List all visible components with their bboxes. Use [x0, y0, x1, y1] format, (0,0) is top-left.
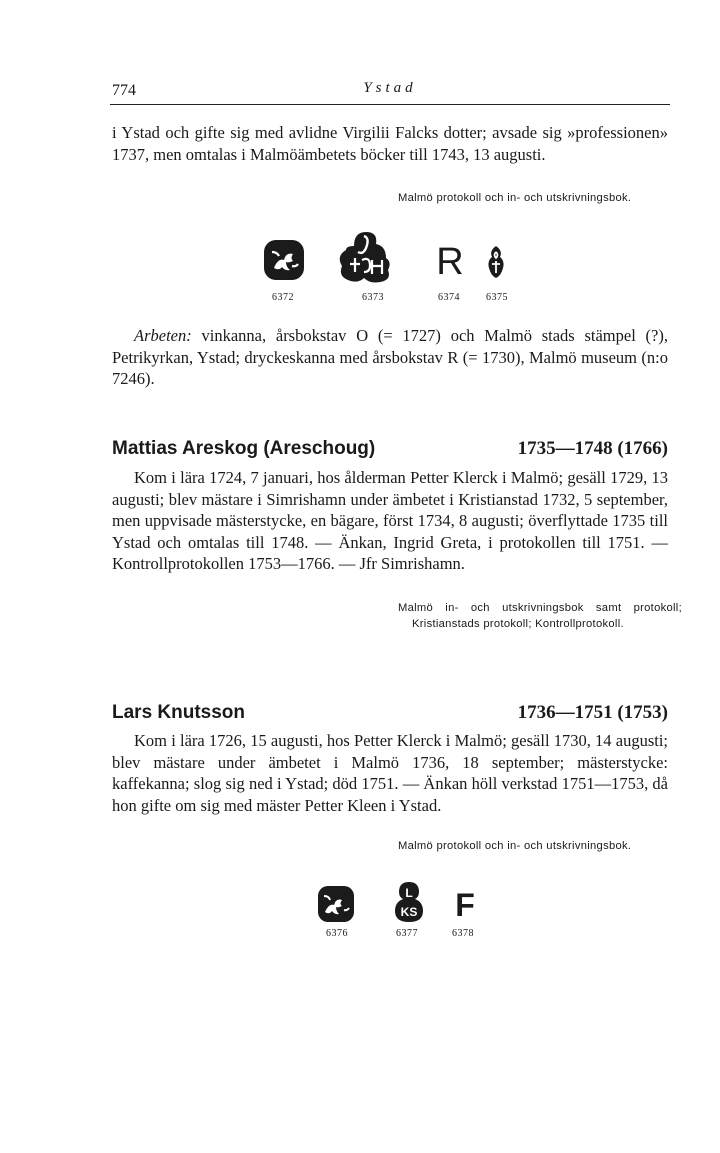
works-paragraph: [112, 325, 668, 390]
mark-6378: [452, 886, 478, 920]
entry-source: Malmö in- och utskrivningsbok samt protokoll; Kristianstads protokoll; Kontrollprotokoll.: [398, 602, 682, 630]
page-number: 774: [112, 82, 136, 99]
svg-text:KS: KS: [400, 905, 418, 919]
entry-heading: [112, 438, 668, 464]
city-stamp-icon: [484, 244, 508, 280]
entry-source: Malmö protokoll och in- och utskrivningsbok.: [398, 840, 632, 852]
mark-6376: [316, 884, 356, 924]
letter-f-stamp-icon: [452, 886, 478, 920]
mark-6377: [392, 880, 426, 924]
monogram-stamp-icon: [338, 228, 390, 284]
works-label: Arbeten:: [134, 326, 192, 345]
entry-name: Lars Knutsson: [112, 702, 246, 723]
mark-number: 6374: [438, 292, 460, 303]
mark-number: 6373: [362, 292, 384, 303]
lion-stamp-icon: [262, 238, 306, 282]
mark-6373: [338, 228, 390, 284]
mark-number: 6375: [486, 292, 508, 303]
entry-years: 1736—1751 (1753): [517, 702, 668, 723]
mark-6372: [262, 238, 306, 282]
entry-years: 1735—1748 (1766): [517, 438, 668, 459]
running-header: [110, 80, 670, 105]
mark-6375: [484, 244, 508, 280]
letter-r-stamp-icon: [432, 240, 468, 280]
entry-biography: Kom i lära 1724, 7 januari, hos ålderman Petter Klerck i Malmö; gesäll 1729, 13 augusti; blev mästare i Simrishamn under ämbetet i Kristianstad 1732, 5 september, men uppvisade mästerstycke, en bägare, först 1734, 8 augusti; överflyttade 1735 till Ystad och omtalas till 1748. — Änkan, Ingrid Greta, i protokollen till 1751. — Kontrollprotokollen 1753—1766. — Jfr Simrishamn.: [112, 468, 668, 573]
works-text: vinkanna, årsbokstav O (= 1727) och Malmö stads stämpel (?), Petrikyrkan, Ystad; dryckeskanna med årsbokstav R (= 1730), Malmö museum (n:o 7246).: [112, 326, 668, 388]
mark-number: 6378: [452, 928, 474, 939]
svg-text:L: L: [405, 886, 413, 900]
intro-source: Malmö protokoll och in- och utskrivningsbok.: [398, 192, 632, 204]
mark-number: 6377: [396, 928, 418, 939]
running-title: Ystad: [363, 80, 417, 96]
svg-text:R: R: [436, 241, 464, 280]
crowned-monogram-stamp-icon: [392, 880, 426, 924]
mark-6374: [432, 240, 468, 280]
svg-text:F: F: [455, 887, 475, 920]
mark-number: 6372: [272, 292, 294, 303]
lion-stamp-icon: [316, 884, 356, 924]
mark-number: 6376: [326, 928, 348, 939]
entry-name: Mattias Areskog (Areschoug): [112, 438, 376, 459]
entry-biography: Kom i lära 1726, 15 augusti, hos Petter Klerck i Malmö; gesäll 1730, 14 augusti; blev mästare under ämbetet i Malmö 1736, 18 september; mästerstycke: kaffekanna; slog sig ned i Ystad; död 1751. — Änkan höll verkstad 1751—1753, då hon gifte om sig med mäster Petter Kleen i Ystad.: [112, 731, 668, 815]
entry-heading: [112, 702, 668, 728]
intro-paragraph: i Ystad och gifte sig med avlidne Virgilii Falcks dotter; avsade sig »professionen» 1737, men omtalas i Malmöämbetets böcker till 1743, 13 augusti.: [112, 123, 668, 164]
